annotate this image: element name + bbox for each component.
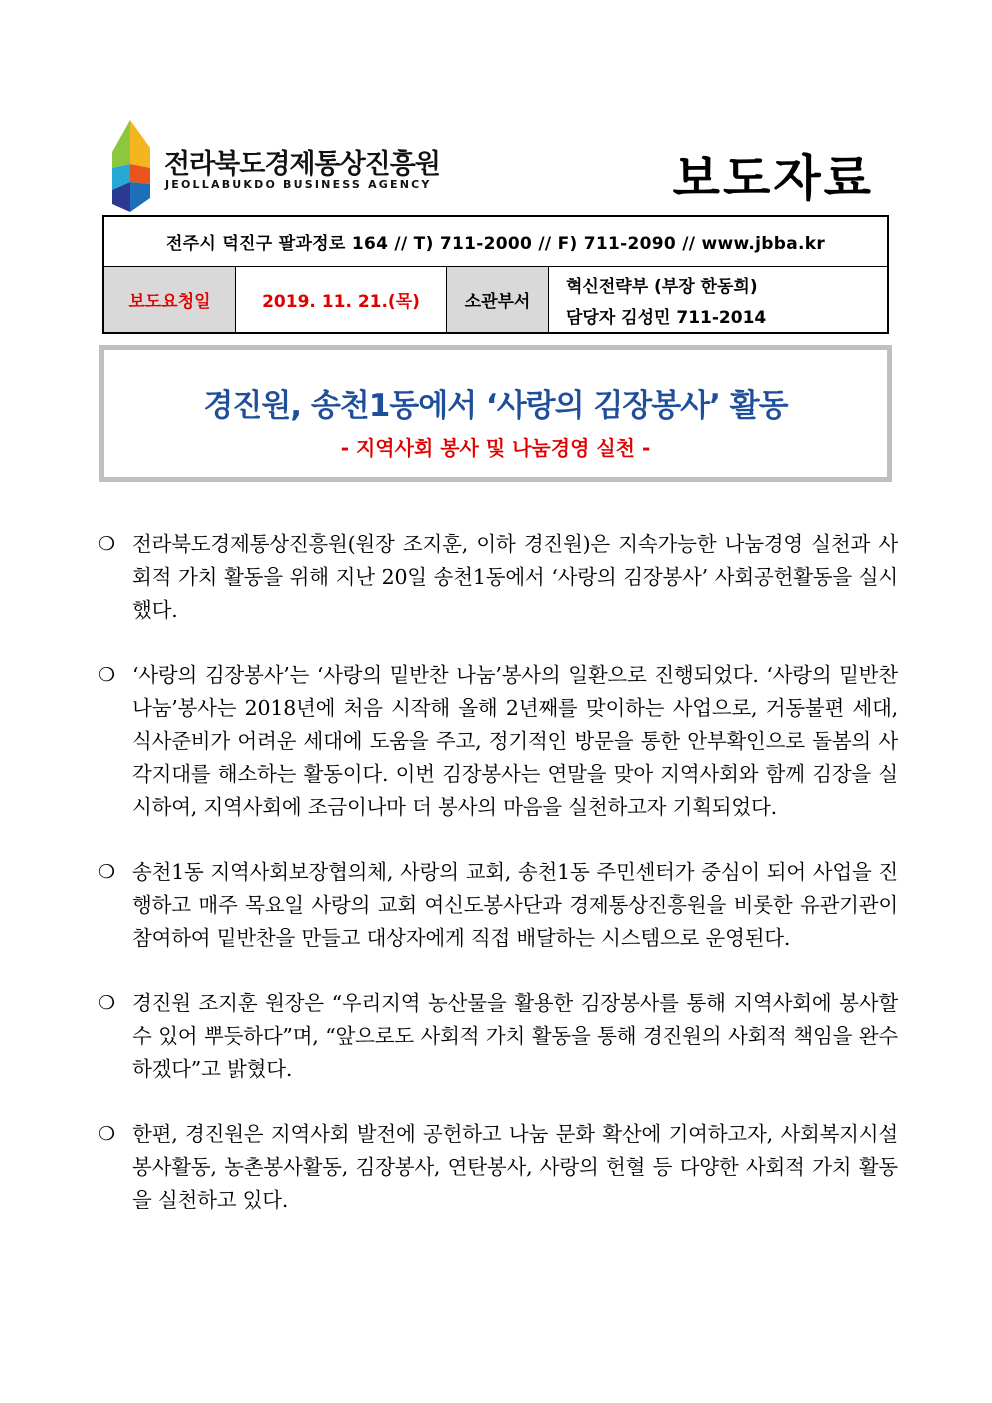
paragraph-text: 송천1동 지역사회보장협의체, 사랑의 교회, 송천1동 주민센터가 중심이 되어 사업을 진행하고 매주 목요일 사랑의 교회 여신도봉사단과 경제통상진흥원을 비롯한 유관기관이 참여하여 밑반찬을 만들고 대상자에게 직접 배달하는 시스템으로 운영된다. [132,860,898,950]
paragraph [98,1118,898,1217]
bullet-icon: ❍ [98,664,115,686]
contact-line: 전주시 덕진구 팔과정로 164 // T) 711-2000 // F) 711-2090 // www.jbba.kr [104,217,887,267]
department-label: 소관부서 [447,267,549,332]
paragraph-text: 경진원 조지훈 원장은 “우리지역 농산물을 활용한 김장봉사를 통해 지역사회에 봉사할 수 있어 뿌듯하다”며, “앞으로도 사회적 가치 활동을 통해 경진원의 사회적 책임을 완수하겠다”고 밝혔다. [132,991,898,1081]
agency-name-korean: 전라북도경제통상진흥원 [164,149,440,180]
paragraph [98,659,898,824]
document-type-title: 보도자료 [672,150,874,207]
contact-info-table [102,215,889,334]
paragraph [98,528,898,627]
paragraph-text: 한편, 경진원은 지역사회 발전에 공헌하고 나눔 문화 확산에 기여하고자, 사회복지시설 봉사활동, 농촌봉사활동, 김장봉사, 연탄봉사, 사랑의 헌혈 등 다양한 사회적 가치 활동을 실천하고 있다. [132,1122,898,1212]
paragraph-text: 전라북도경제통상진흥원(원장 조지훈, 이하 경진원)은 지속가능한 나눔경영 실천과 사회적 가치 활동을 위해 지난 20일 송천1동에서 ‘사랑의 김장봉사’ 사회공헌활동을 실시했다. [132,532,898,622]
headline: 경진원, 송천1동에서 ‘사랑의 김장봉사’ 활동 [203,388,788,424]
paragraph [98,987,898,1086]
department-contact: 담당자 김성민 711-2014 [566,307,767,328]
article-body [98,528,898,1249]
agency-logo-icon [108,118,154,214]
department-info [549,267,887,332]
release-date-value: 2019. 11. 21.(목) [236,267,447,332]
release-date-label: 보도요청일 [104,267,236,332]
paragraph-text: ‘사랑의 김장봉사’는 ‘사랑의 밑반찬 나눔’봉사의 일환으로 진행되었다. ‘사랑의 밑반찬 나눔’봉사는 2018년에 처음 시작해 올해 2년째를 맞이하는 사업으로, 거동불편 세대, 식사준비가 어려운 세대에 도움을 주고, 정기적인 방문을 통한 안부확인으로 돌봄의 사각지대를 해소하는 활동이다. 이번 김장봉사는 연말을 맞아 지역사회와 함께 김장을 실시하여, 지역사회에 조금이나마 더 봉사의 마음을 실천하고자 기획되었다. [132,663,898,819]
bullet-icon: ❍ [98,533,115,555]
paragraph [98,856,898,955]
bullet-icon: ❍ [98,861,115,883]
agency-name-english: JEOLLABUKDO BUSINESS AGENCY [165,178,432,191]
bullet-icon: ❍ [98,992,115,1014]
agency-logo [108,118,440,214]
bullet-icon: ❍ [98,1123,115,1145]
department-head: 혁신전략부 (부장 한동희) [566,276,758,297]
subheadline: - 지역사회 봉사 및 나눔경영 실천 - [340,436,651,460]
headline-box [99,345,892,482]
